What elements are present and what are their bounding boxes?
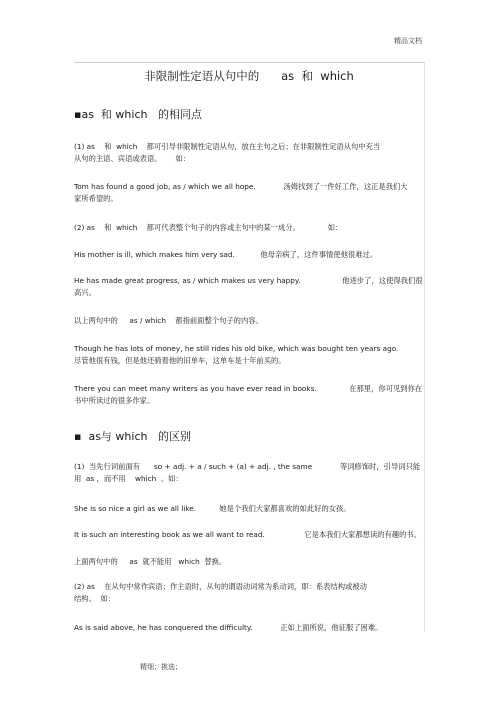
example-3: He has made great progress, as / which makes us very happy. 他进步了，这使得我们很 高兴。: [74, 276, 423, 297]
paragraph-5: 上面两句中的 as 就不能用 which 替换。: [74, 557, 227, 566]
paragraph-3: 以上两句中的 as / which 都指前面整个句子的内容。: [74, 316, 263, 325]
paragraph-1: (1) as 和 which 都可引导非限制性定语从句，放在主句之后；在非限制性定语从句中充当 从句的主语、宾语或表语。 如：: [74, 142, 381, 163]
example-8: As is said above, he has conquered the difficulty. 正如上面所说，他征服了困难。: [74, 623, 383, 632]
paragraph-6: (2) as 在从句中常作宾语；作主语时，从句的谓语动词常为系动词，即：系表结构或被动 结构。 如：: [74, 582, 367, 603]
section-heading-similarities: ▪as 和 which 的相同点: [74, 108, 202, 121]
example-5: There you can meet many writers as you have ever read in books. 在那里，你可见到你在 书中所读过的很多作家。: [74, 384, 423, 405]
example-2: His mother is ill, which makes him very sad. 他母亲病了，这件事情使他很难过。: [74, 250, 378, 259]
example-7: It is such an interesting book as we all want to read. 它是本我们大家都想读的有趣的书。: [74, 530, 422, 539]
document-title: 非限制性定语从句中的 as 和 which: [144, 69, 354, 83]
example-4: Though he has lots of money, he still rides his old bike, which was bought ten years ago. 尽管他很有钱，但是他还骑着他的旧单车，这单车是十年前买的。: [74, 344, 399, 365]
example-1: Tom has found a good job, as / which we all hope. 汤姆找到了一件好工作，这正是我们大 家所希望的。: [74, 182, 408, 203]
paragraph-2: (2) as 和 which 都可代表整个句子的内容或主句中的某一成分。 如：: [74, 223, 343, 232]
paragraph-4: (1) 当先行词前面有 so + adj. + a / such + (a) + adj. , the same 等词修饰时，引导词只能 用 as ，而不用 which 。如：: [74, 462, 421, 483]
section-heading-differences: ▪ as与 which 的区别: [74, 430, 191, 443]
top-rule: [74, 62, 424, 63]
page-header-label: 精品文档: [394, 37, 422, 45]
example-6: She is so nice a girl as we all like. 她是个我们大家都喜欢的如此好的女孩。: [74, 504, 351, 513]
page-footer-label: 精细；挑选；: [140, 663, 182, 671]
